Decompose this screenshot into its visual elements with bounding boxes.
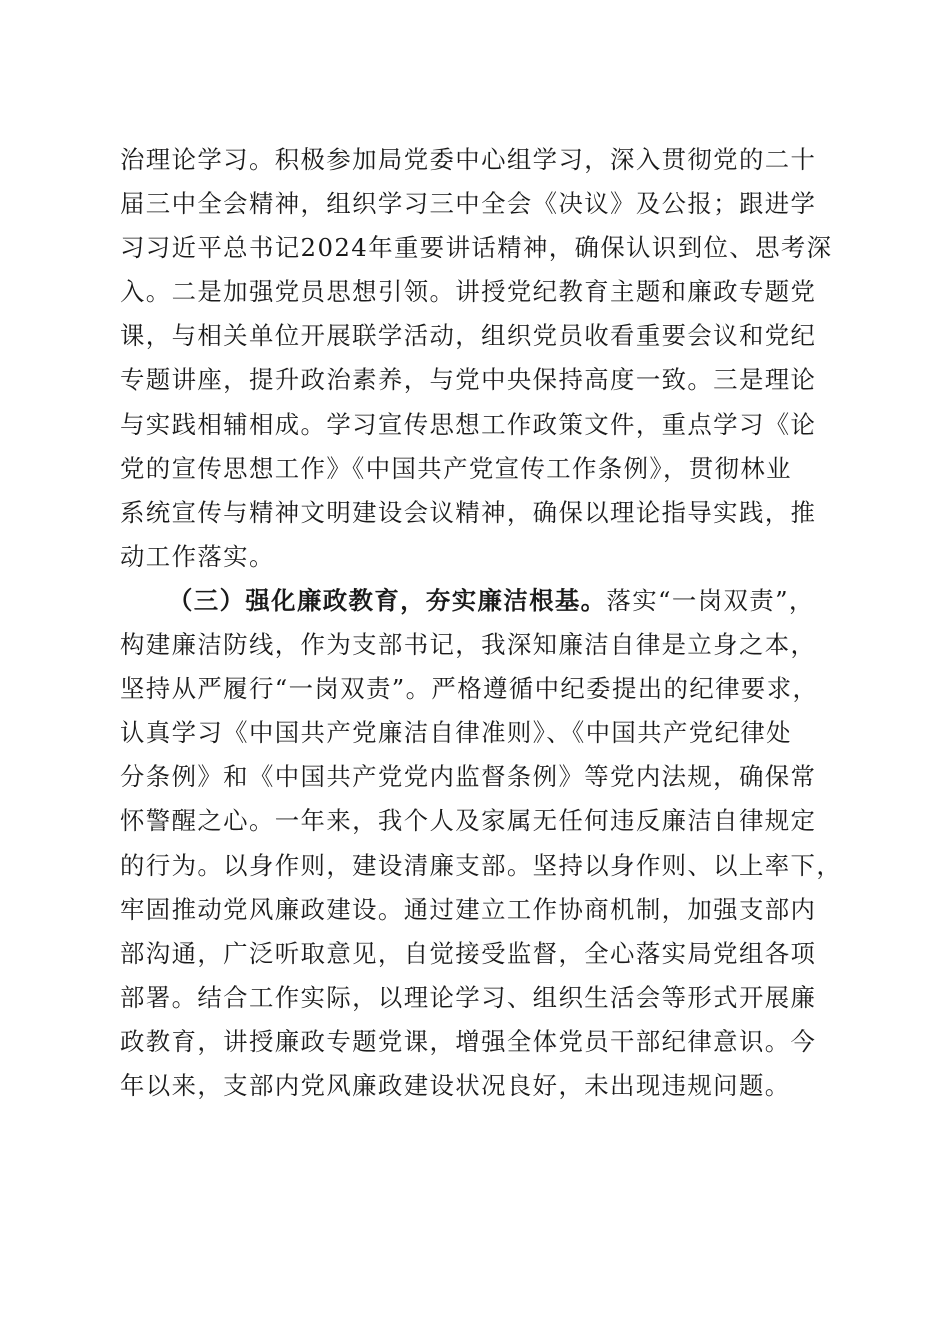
text-line: 系统宣传与精神文明建设会议精神，确保以理论指导实践，推	[120, 497, 817, 527]
section-3-first-line-rest: 落实“一岗双责”，	[606, 585, 815, 615]
text-line: 牢固推动党风廉政建设。通过建立工作协商机制，加强支部内	[120, 894, 817, 924]
text-line: 治理论学习。积极参加局党委中心组学习，深入贯彻党的二十	[120, 145, 817, 174]
text-line: 习习近平总书记2024年重要讲话精神，确保认识到位、思考深	[120, 233, 833, 263]
text-line: 入。二是加强党员思想引领。讲授党纪教育主题和廉政专题党	[120, 277, 817, 307]
text-line: 认真学习《中国共产党廉洁自律准则》、《中国共产党纪律处	[120, 718, 792, 748]
document-body	[120, 138, 843, 1108]
text-line: 分条例》和《中国共产党党内监督条例》等党内法规，确保常	[120, 762, 817, 792]
text-line: 课，与相关单位开展联学活动，组织党员收看重要会议和党纪	[120, 321, 817, 351]
section-3-first-line	[120, 579, 840, 623]
text-line: 党的宣传思想工作》《中国共产党宣传工作条例》，贯彻林业	[120, 453, 792, 483]
text-line: 怀警醒之心。一年来，我个人及家属无任何违反廉洁自律规定	[120, 806, 817, 836]
text-line: 与实践相辅相成。学习宣传思想工作政策文件，重点学习《论	[120, 409, 817, 439]
text-line: 构建廉洁防线，作为支部书记，我深知廉洁自律是立身之本，	[120, 630, 817, 660]
text-line: 部沟通，广泛听取意见，自觉接受监督，全心落实局党组各项	[120, 938, 817, 968]
text-line: 坚持从严履行“一岗双责”。严格遵循中纪委提出的纪律要求，	[120, 674, 819, 704]
text-line: 政教育，讲授廉政专题党课，增强全体党员干部纪律意识。今	[120, 1026, 817, 1056]
text-line: 年以来，支部内党风廉政建设状况良好，未出现违规问题。	[120, 1070, 791, 1100]
text-line: 届三中全会精神，组织学习三中全会《决议》及公报；跟进学	[120, 189, 817, 219]
text-line: 部署。结合工作实际，以理论学习、组织生活会等形式开展廉	[120, 982, 817, 1012]
text-line: 的行为。以身作则，建设清廉支部。坚持以身作则、以上率下，	[120, 850, 843, 880]
text-line: 动工作落实。	[120, 541, 275, 571]
section-3-heading: （三）强化廉政教育，夯实廉洁根基。	[168, 585, 607, 615]
text-line: 专题讲座，提升政治素养，与党中央保持高度一致。三是理论	[120, 365, 817, 395]
